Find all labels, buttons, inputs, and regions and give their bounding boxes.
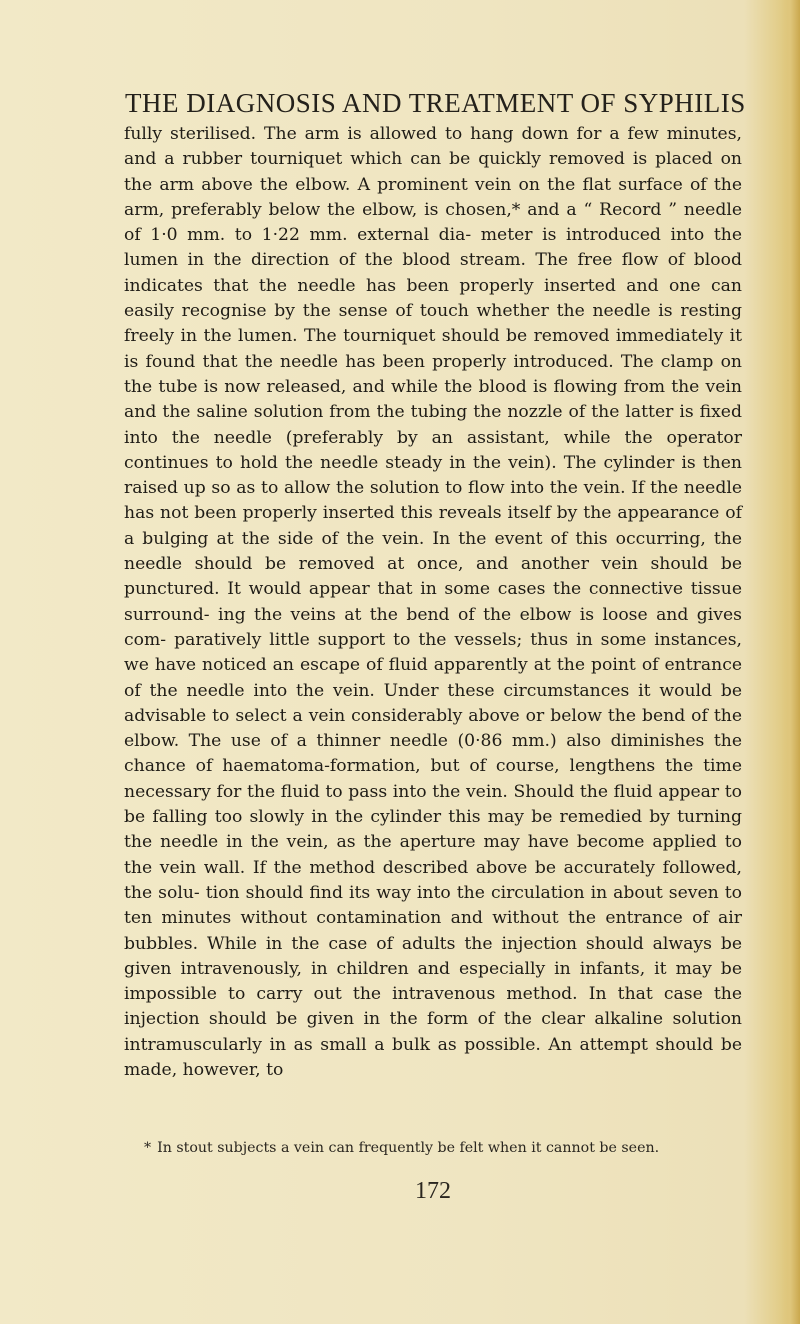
footnote: [124, 1139, 742, 1158]
footnote-marker: *: [144, 1140, 152, 1156]
page-edge-shadow: [782, 0, 800, 1324]
body-paragraph: fully sterilised. The arm is allowed to hang down for a few minutes, and a rubber tourniquet which can be quickly removed is placed on the arm above the elbow. A prominent vein on the flat surface of the arm, preferably below the elbow, is chosen,* and a “ Record ” needle of 1·0 mm. to 1·22 mm. external dia- meter is introduced into the lumen in the direction of the blood stream. The free flow of blood indicates that the needle has been properly inserted and one can easily recognise by the sense of touch whether the needle is resting freely in the lumen. The tourniquet should be removed immediately it is found that the needle has been properly introduced. The clamp on the tube is now released, and while the blood is flowing from the vein and the saline solution from the tubing the nozzle of the latter is fixed into the needle (preferably by an assistant, while the operator continues to hold the needle steady in the vein). The cylinder is then raised up so as to allow the solution to flow into the vein. If the needle has not been properly inserted this reveals itself by the appearance of a bulging at the side of the vein. In the event of this occurring, the needle should be removed at once, and another vein should be punctured. It would appear that in some cases the connective tissue surround- ing the veins at the bend of the elbow is loose and gives com- paratively little support to the vessels; thus in some instances, we have noticed an escape of fluid apparently at the point of entrance of the needle into the vein. Under these circumstances it would be advisable to select a vein considerably above or below the bend of the elbow. The use of a thinner needle (0·86 mm.) also diminishes the chance of haematoma-formation, but of course, lengthens the time necessary for the fluid to pass into the vein. Should the fluid appear to be falling too slowly in the cylinder this may be remedied by turning the needle in the vein, as the aperture may have become applied to the vein wall. If the method described above be accurately followed, the solu- tion should find its way into the circulation in about seven to ten minutes without contamination and without the entrance of air bubbles. While in the case of adults the injection should always be given intravenously, in children and especially in infants, it may be impossible to carry out the intravenous method. In that case the injection should be given in the form of the clear alkaline solution intramuscularly in as small a bulk as possible. An attempt should be made, however, to: [124, 124, 742, 1080]
running-header: THE DIAGNOSIS AND TREATMENT OF SYPHILIS: [125, 88, 746, 118]
page-number: 172: [415, 1178, 451, 1204]
footnote-text: In stout subjects a vein can frequently be felt when it cannot be seen.: [157, 1140, 660, 1156]
